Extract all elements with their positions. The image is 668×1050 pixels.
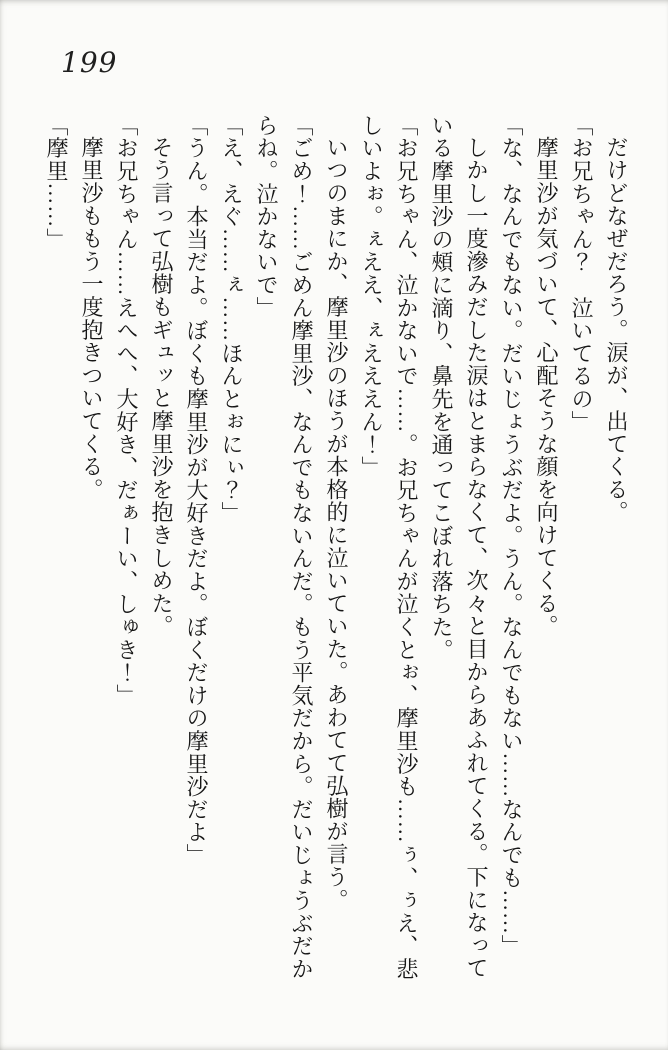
paragraph-5: しかし一度滲みだした涙はとまらなくて、次々と目からあふれてくる。下になっている摩里沙の頰に滴り、鼻先を通ってこぼれ落ちた。: [429, 114, 489, 980]
paragraph-10: 「うん。本当だよ。ぼくも摩里沙が大好きだよ。ぼくだけの摩里沙だよ」: [184, 114, 209, 867]
paragraph-13: 摩里沙ももう一度抱きついてくる。: [79, 136, 104, 501]
text-block: [39, 114, 634, 996]
paragraph-9: 「え、えぐ……ぇ……ほんとぉにぃ？」: [219, 114, 244, 525]
paragraph-2: 「お兄ちゃん？ 泣いてるの」: [569, 114, 594, 434]
page-number: 199: [61, 46, 118, 79]
paragraph-7: いつのまにか、摩里沙のほうが本格的に泣いていた。あわてて弘樹が言う。: [324, 136, 349, 912]
paragraph-6: 「お兄ちゃん、泣かないで……。お兄ちゃんが泣くとぉ、摩里沙も……ぅ、ぅえ、悲しいよぉ。ぇええ、ぇえええん！」: [359, 114, 419, 981]
paragraph-1: だけどなぜだろう。涙が、出てくる。: [604, 136, 629, 524]
paragraph-4: 「な、なんでもない。だいじょうぶだよ。うん。なんでもない……なんでも……」: [499, 114, 524, 958]
paragraph-8: 「ごめ！……ごめん摩里沙、なんでもないんだ。もう平気だから。だいじょうぶだからね。泣かないで」: [254, 114, 314, 981]
paragraph-12: 「お兄ちゃん……えへへ、大好き、だぁーい、しゅき！」: [114, 114, 139, 707]
paragraph-3: 摩里沙が気づいて、心配そうな顔を向けてくる。: [534, 136, 559, 638]
paragraph-11: そう言って弘樹もギュッと摩里沙を抱きしめた。: [149, 136, 174, 638]
paragraph-14: 「摩里……」: [44, 114, 69, 251]
